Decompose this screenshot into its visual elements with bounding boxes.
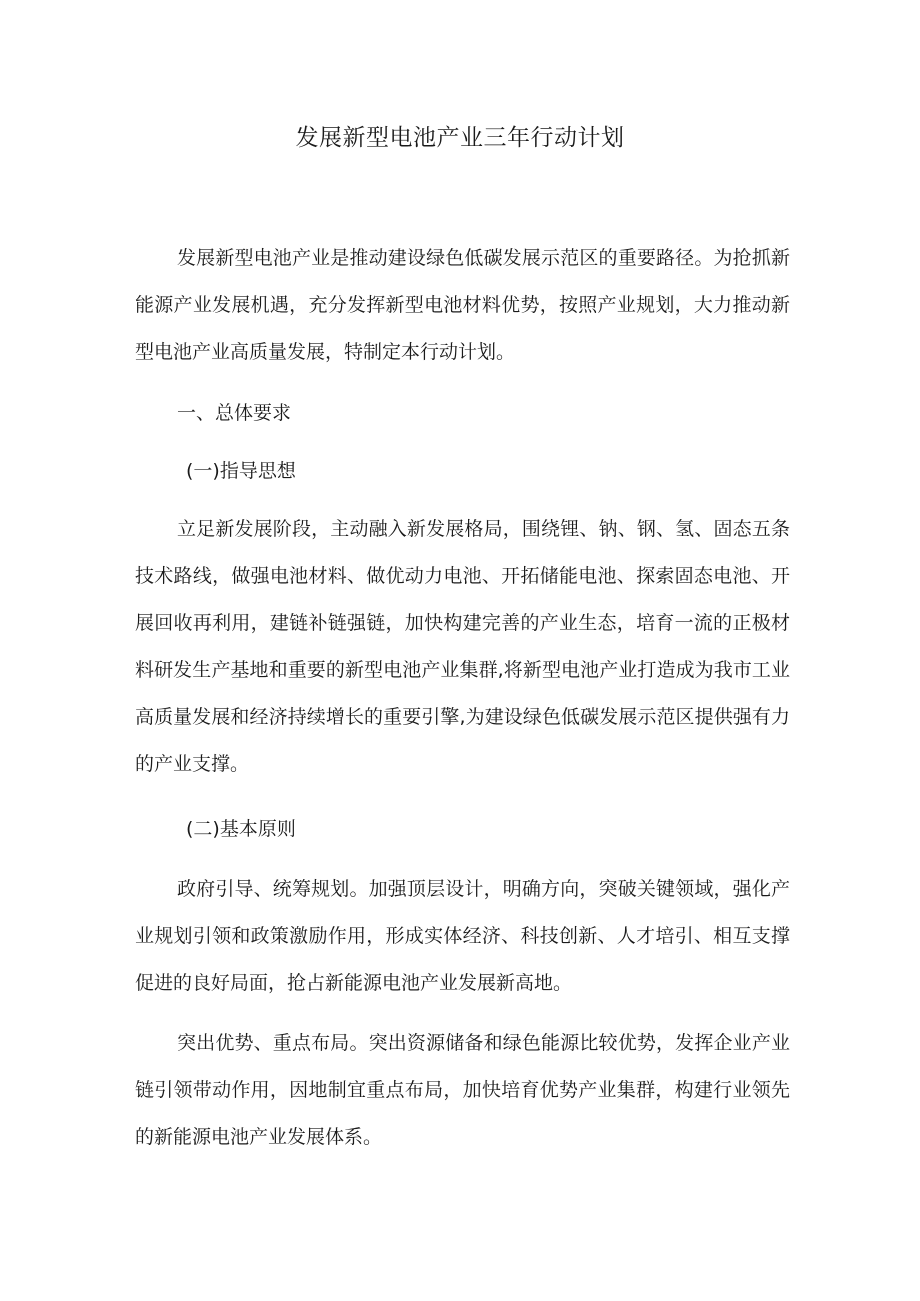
subsection-heading-basic-principles: (二)基本原则	[186, 818, 296, 840]
principle-paragraph-government-guidance: 政府引导、统筹规划。加强顶层设计，明确方向，突破关键领域，强化产业规划引领和政策激励作用，形成实体经济、科技创新、人才培引、相互支撑促进的良好局面，抢占新能源电池产业发展新高地。	[135, 878, 790, 994]
intro-paragraph: 发展新型电池产业是推动建设绿色低碳发展示范区的重要路径。为抢抓新能源产业发展机遇，充分发挥新型电池材料优势，按照产业规划，大力推动新型电池产业高质量发展，特制定本行动计划。	[135, 247, 790, 363]
section-heading-general-requirements: 一、总体要求	[177, 402, 292, 424]
principle-paragraph-highlight-advantages: 突出优势、重点布局。突出资源储备和绿色能源比较优势，发挥企业产业链引领带动作用，因地制宜重点布局，加快培育优势产业集群，构建行业领先的新能源电池产业发展体系。	[135, 1032, 790, 1148]
subsection-heading-guiding-ideology: (一)指导思想	[186, 460, 296, 482]
guiding-ideology-paragraph: 立足新发展阶段，主动融入新发展格局，围绕锂、钠、钢、氢、固态五条技术路线，做强电池材料、做优动力电池、开拓储能电池、探索固态电池、开展回收再利用，建链补链强链，加快构建完善的产业生态，培育一流的正极材料研发生产基地和重要的新型电池产业集群,将新型电池产业打造成为我市工业高质量发展和经济持续增长的重要引擎,为建设绿色低碳发展示范区提供强有力的产业支撑。	[135, 518, 790, 775]
document-title: 发展新型电池产业三年行动计划	[295, 125, 625, 151]
